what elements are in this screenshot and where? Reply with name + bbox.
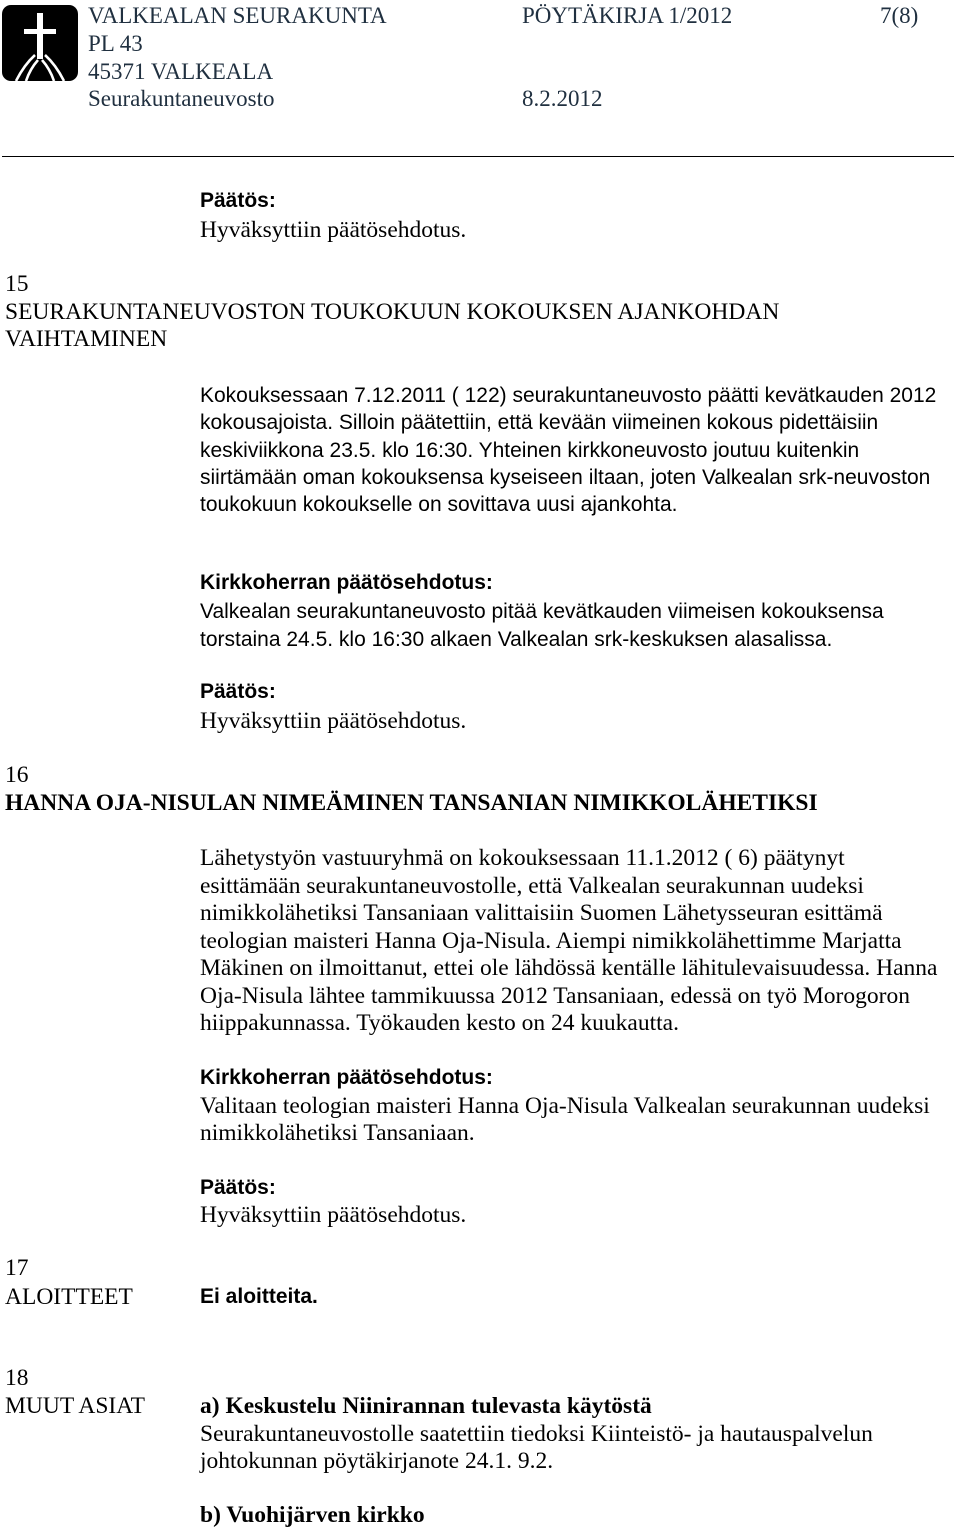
section-title: MUUT ASIAT	[5, 1393, 145, 1419]
document-title: PÖYTÄKIRJA 1/2012	[522, 3, 733, 28]
section-number: 18	[5, 1365, 29, 1391]
body-line: Kokouksessaan 7.12.2011 ( 122) seurakuntaneuvosto päätti kevätkauden 2012	[200, 384, 937, 407]
body-line: kokousajoista. Silloin päätettiin, että kevään viimeinen kokous pidettäisiin	[200, 411, 879, 434]
organization-name: VALKEALAN SEURAKUNTA	[88, 3, 387, 28]
decision-label: Päätös:	[200, 189, 276, 212]
proposal-label: Kirkkoherran päätösehdotus:	[200, 1066, 493, 1089]
decision-text: Hyväksyttiin päätösehdotus.	[200, 217, 467, 243]
parish-cross-logo-icon	[2, 5, 78, 81]
proposal-line: torstaina 24.5. klo 16:30 alkaen Valkealan srk-keskuksen alasalissa.	[200, 628, 833, 651]
section-number: 17	[5, 1255, 29, 1281]
body-line: hiippakunnassa. Työkauden kesto on 24 kuukautta.	[200, 1010, 679, 1036]
body-line: nimikkolähetiksi Tansaniaan valittaisiin Suomen Lähetysseuran esittämä	[200, 900, 883, 926]
subitem-b-heading: b) Vuohijärven kirkko	[200, 1502, 425, 1528]
body-line: Oja-Nisula lähtee tammikuussa 2012 Tansaniaan, edessä on työ Morogoron	[200, 983, 910, 1009]
body-line: teologian maisteri Hanna Oja-Nisula. Aiempi nimikkolähettimme Marjatta	[200, 928, 902, 954]
proposal-line: nimikkolähetiksi Tansaniaan.	[200, 1120, 475, 1146]
body-line: Lähetystyön vastuuryhmä on kokouksessaan 11.1.2012 ( 6) päätynyt	[200, 845, 845, 871]
meeting-date: 8.2.2012	[522, 86, 603, 111]
header-divider	[2, 156, 954, 157]
section-title: HANNA OJA-NISULAN NIMEÄMINEN TANSANIAN NIMIKKOLÄHETIKSI	[5, 790, 818, 816]
section-title-line: VAIHTAMINEN	[5, 326, 168, 352]
decision-label: Päätös:	[200, 1176, 276, 1199]
body-line: siirtämään oman kokouksensa kyseiseen iltaan, joten Valkealan srk-neuvoston	[200, 466, 931, 489]
section-title-line: SEURAKUNTANEUVOSTON TOUKOKUUN KOKOUKSEN AJANKOHDAN	[5, 299, 780, 325]
subitem-a-line: johtokunnan pöytäkirjanote 24.1. 9.2.	[200, 1448, 554, 1474]
proposal-line: Valitaan teologian maisteri Hanna Oja-Nisula Valkealan seurakunnan uudeksi	[200, 1093, 930, 1119]
section-number: 15	[5, 271, 29, 297]
body-line: esittämään seurakuntaneuvostolle, että Valkealan seurakunnan uudeksi	[200, 873, 864, 899]
page-number: 7(8)	[880, 3, 919, 28]
section-body: Ei aloitteita.	[200, 1285, 318, 1308]
subitem-a-line: Seurakuntaneuvostolle saatettiin tiedoksi Kiinteistö- ja hautauspalvelun	[200, 1421, 873, 1447]
po-box: PL 43	[88, 31, 143, 56]
proposal-line: Valkealan seurakuntaneuvosto pitää kevätkauden viimeisen kokouksensa	[200, 600, 884, 623]
section-number: 16	[5, 762, 29, 788]
body-line: Mäkinen on ilmoittanut, ettei ole lähdössä kentälle lähitulevaisuudessa. Hanna	[200, 955, 938, 981]
subitem-a-heading: a) Keskustelu Niinirannan tulevasta käytöstä	[200, 1393, 652, 1419]
proposal-label: Kirkkoherran päätösehdotus:	[200, 571, 493, 594]
postal-address: 45371 VALKEALA	[88, 59, 274, 84]
section-title: ALOITTEET	[5, 1284, 133, 1310]
body-line: keskiviikkona 23.5. klo 16:30. Yhteinen kirkkoneuvosto joutuu kuitenkin	[200, 439, 860, 462]
decision-text: Hyväksyttiin päätösehdotus.	[200, 1202, 467, 1228]
decision-text: Hyväksyttiin päätösehdotus.	[200, 708, 467, 734]
body-line: toukokuun kokoukselle on sovittava uusi ajankohta.	[200, 493, 678, 516]
governing-body: Seurakuntaneuvosto	[88, 86, 275, 111]
decision-label: Päätös:	[200, 680, 276, 703]
